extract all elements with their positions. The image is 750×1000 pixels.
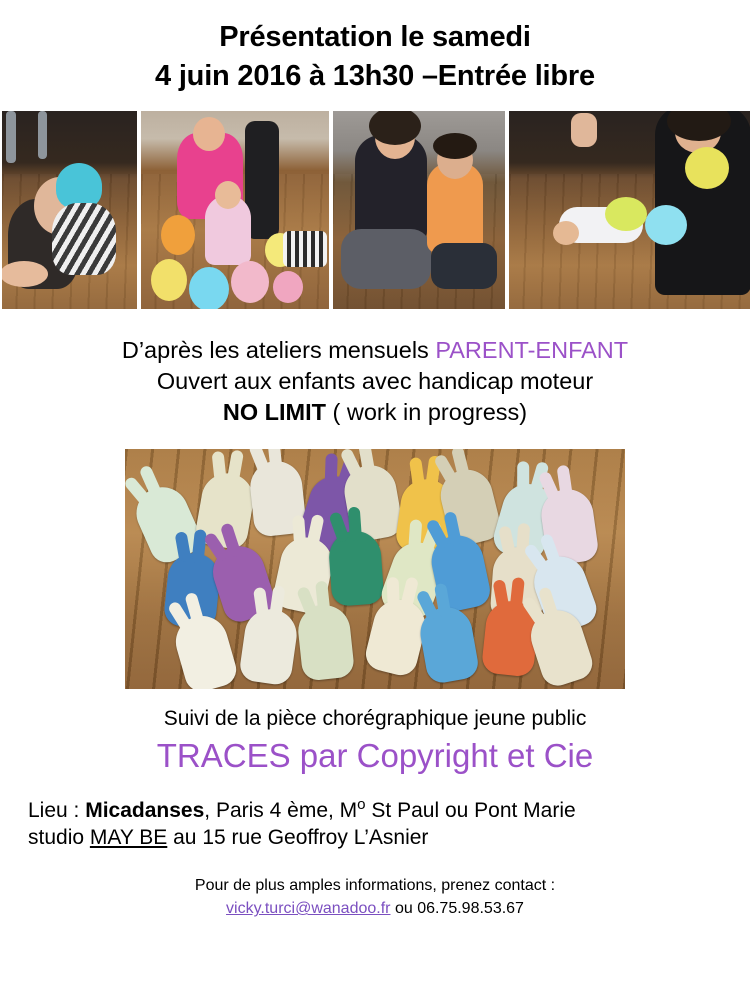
contact-intro: Pour de plus amples informations, prenez contact : bbox=[194, 877, 556, 894]
venue-line-1 bbox=[28, 795, 732, 825]
contact-details bbox=[0, 897, 750, 920]
no-limit-label: NO LIMIT bbox=[222, 399, 326, 426]
hands-photo-wrapper bbox=[0, 449, 750, 689]
photo-woman-boy-sitting bbox=[333, 111, 505, 309]
photo-child-balloon-floor bbox=[509, 111, 750, 309]
photo-strip bbox=[0, 111, 750, 309]
photo-painted-paper-hands bbox=[125, 449, 625, 689]
contact-block bbox=[0, 874, 750, 920]
description-line-1 bbox=[0, 335, 750, 366]
venue-label: Lieu : bbox=[28, 798, 80, 822]
venue-metro: St Paul ou Pont Marie bbox=[365, 798, 576, 822]
metro-superscript: o bbox=[357, 795, 366, 813]
studio-address: au 15 rue Geoffroy L’Asnier bbox=[167, 826, 429, 850]
performance-intro: Suivi de la pièce chorégraphique jeune public bbox=[163, 706, 587, 730]
description-line-2: Ouvert aux enfants avec handicap moteur bbox=[156, 368, 594, 395]
description-line-1-prefix: D’après les ateliers mensuels bbox=[121, 336, 436, 363]
description-block bbox=[0, 335, 750, 429]
venue-name: Micadanses bbox=[85, 798, 205, 822]
description-line-3 bbox=[0, 397, 750, 428]
photo-balloons-group bbox=[141, 111, 329, 309]
contact-separator: ou bbox=[390, 900, 418, 918]
performance-title: TRACES par Copyright et Cie bbox=[156, 736, 594, 774]
page-title bbox=[0, 0, 750, 97]
work-in-progress-label: ( work in progress) bbox=[326, 399, 528, 426]
title-line-1: Présentation le samedi bbox=[219, 21, 531, 53]
studio-prefix: studio bbox=[28, 826, 90, 850]
venue-address: , Paris 4 ème, M bbox=[204, 798, 358, 822]
studio-name: MAY BE bbox=[89, 826, 168, 850]
description-line-1-accent: PARENT-ENFANT bbox=[435, 336, 629, 363]
photo-adult-child-hug bbox=[2, 111, 137, 309]
phone-number: 06.75.98.53.67 bbox=[417, 900, 524, 918]
email-link[interactable]: vicky.turci@wanadoo.fr bbox=[226, 900, 391, 918]
venue-block bbox=[0, 795, 750, 852]
venue-line-2 bbox=[28, 824, 732, 852]
title-line-2: 4 juin 2016 à 13h30 –Entrée libre bbox=[155, 60, 595, 93]
